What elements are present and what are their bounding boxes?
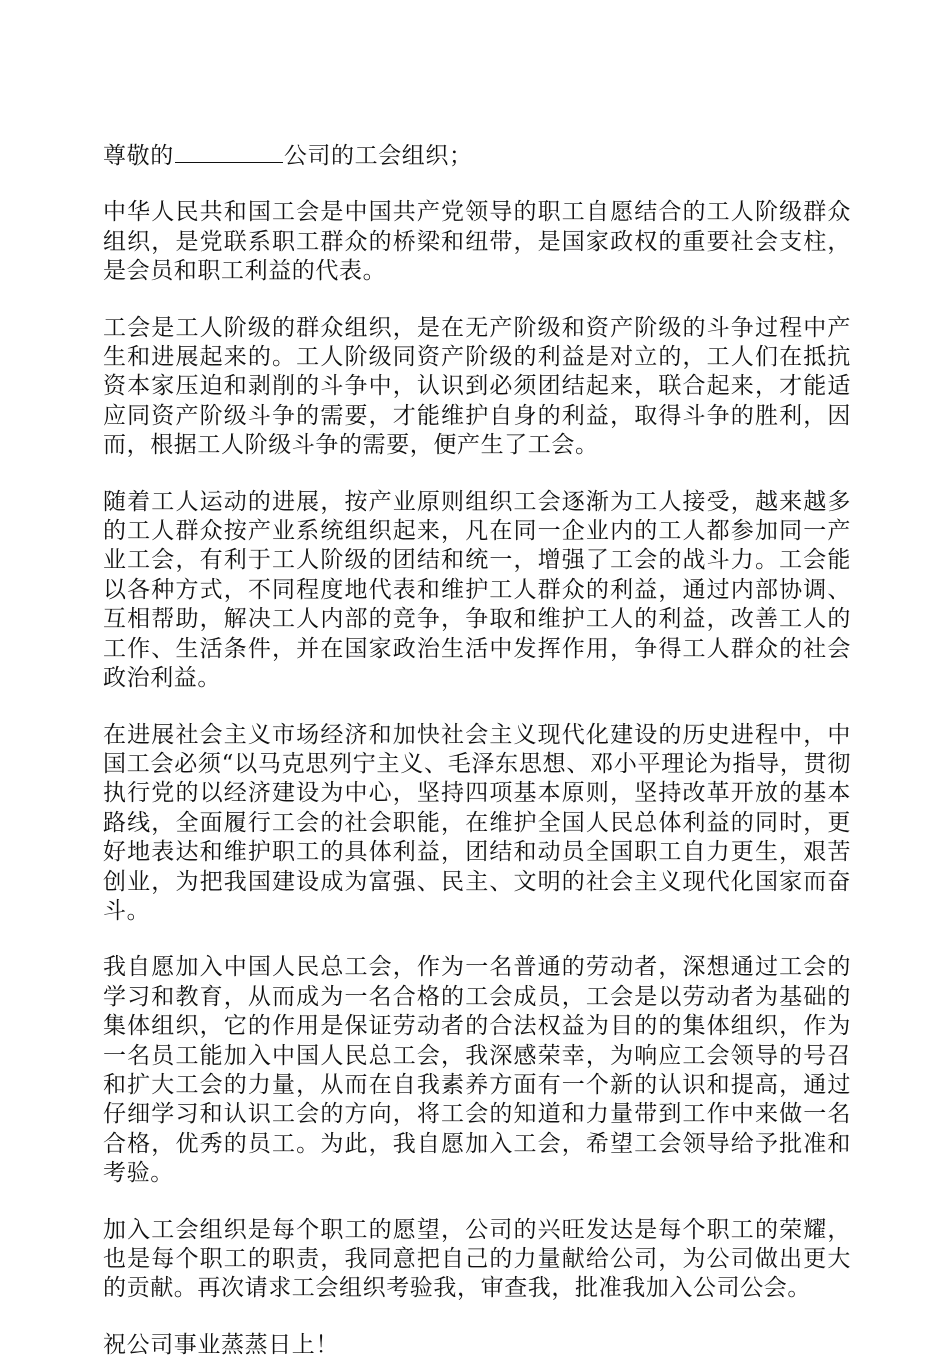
closing-wish: 祝公司事业蒸蒸日上！ (103, 1331, 339, 1358)
paragraph-application-statement: 我自愿加入中国人民总工会，作为一名普通的劳动者，深想通过工会的学习和教育，从而成为一名合格的工会成员，工会是以劳动者为基础的集体组织，它的作用是保证劳动者的合法权益为目的的集体组织，作为一名员工能加入中国人民总工会，我深感荣幸，为响应工会领导的号召和扩大工会的力量，从而在自我素养方面有一个新的认识和提高，通过仔细学习和认识工会的方向，将工会的知道和力量带到工作中来做一名合格，优秀的员工。为此，我自愿加入工会，希望工会领导给予批准和考验。 (103, 954, 851, 1187)
paragraph-union-development: 随着工人运动的进展，按产业原则组织工会逐渐为工人接受，越来越多的工人群众按产业系统组织起来，凡在同一企业内的工人都参加同一产业工会，有利于工人阶级的团结和统一，增强了工会的战斗力。工会能以各种方式，不同程度地代表和维护工人群众的利益，通过内部协调、互相帮助，解决工人内部的竞争，争取和维护工人的利益，改善工人的工作、生活条件，并在国家政治生活中发挥作用，争得工人群众的社会政治利益。 (103, 488, 851, 692)
letter-body (103, 140, 851, 1360)
salutation-prefix: 尊敬的 (103, 143, 174, 169)
paragraph-union-mission: 在进展社会主义市场经济和加快社会主义现代化建设的历史进程中，中国工会必须“以马克思列宁主义、毛泽东思想、邓小平理论为指导，贯彻执行党的以经济建设为中心，坚持四项基本原则，坚持改革开放的基本路线，全面履行工会的社会职能，在维护全国人民总体利益的同时，更好地表达和维护职工的具体利益，团结和动员全国职工自力更生，艰苦创业，为把我国建设成为富强、民主、文明的社会主义现代化国家而奋斗。 (103, 721, 851, 924)
company-name-blank (175, 140, 283, 163)
salutation-suffix: 公司的工会组织； (283, 143, 473, 169)
salutation (103, 140, 851, 171)
paragraph-union-origin: 工会是工人阶级的群众组织，是在无产阶级和资产阶级的斗争过程中产生和进展起来的。工人阶级同资产阶级的利益是对立的，工人们在抵抗资本家压迫和剥削的斗争中，认识到必须团结起来，联合起来，才能适应同资产阶级斗争的需要，才能维护自身的利益，取得斗争的胜利，因而，根据工人阶级斗争的需要，便产生了工会。 (103, 314, 851, 459)
paragraph-union-definition: 中华人民共和国工会是中国共产党领导的职工自愿结合的工人阶级群众组织，是党联系职工群众的桥梁和纽带，是国家政权的重要社会支柱，是会员和职工利益的代表。 (103, 199, 851, 285)
paragraph-request: 加入工会组织是每个职工的愿望，公司的兴旺发达是每个职工的荣耀，也是每个职工的职责，我同意把自己的力量献给公司，为公司做出更大的贡献。再次请求工会组织考验我，审查我，批准我加入公司公会。 (103, 1216, 851, 1302)
